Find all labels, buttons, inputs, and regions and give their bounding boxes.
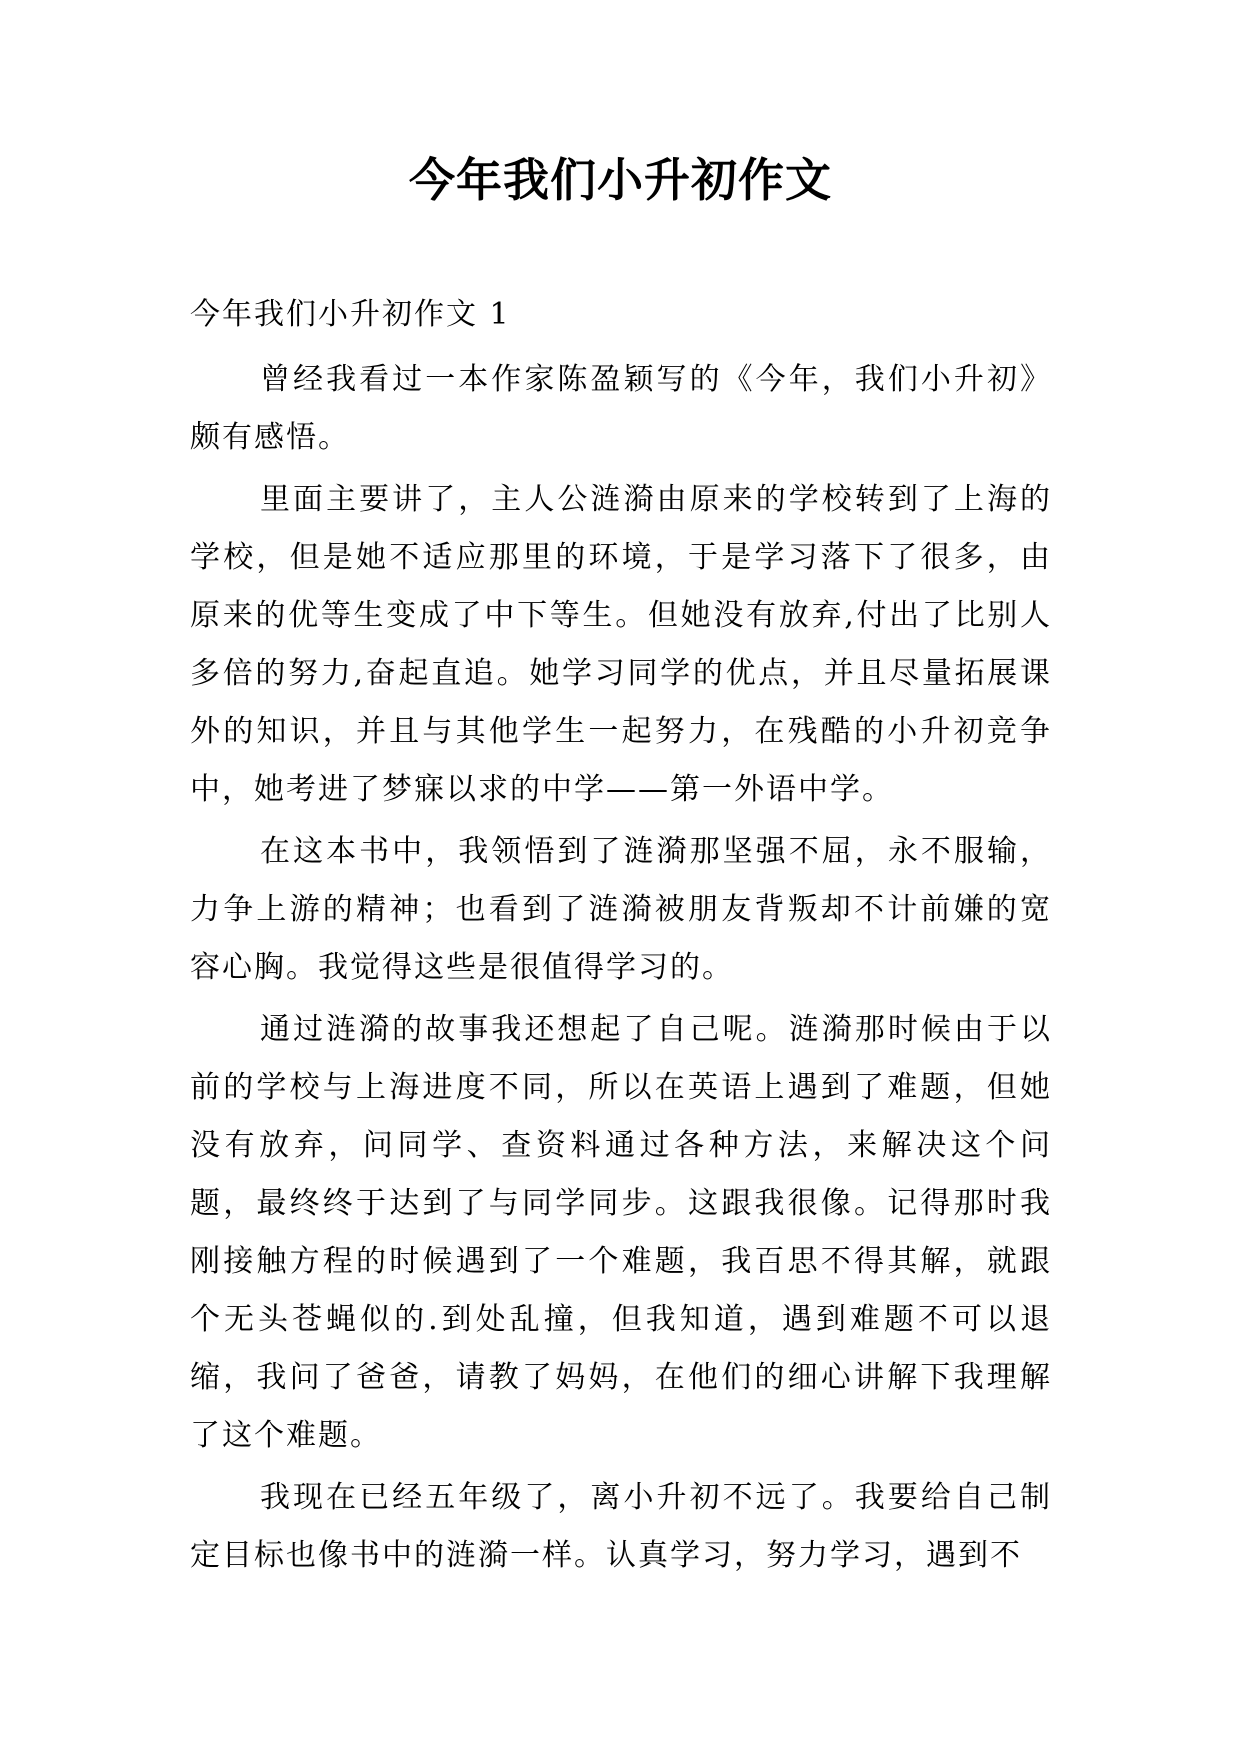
paragraph-4: 通过涟漪的故事我还想起了自己呢。涟漪那时候由于以前的学校与上海进度不同，所以在英语上遇到了难题，但她没有放弃，问同学、查资料通过各种方法，来解决这个问题，最终终于达到了与同学同步。这跟我很像。记得那时我刚接触方程的时候遇到了一个难题，我百思不得其解，就跟个无头苍蝇似的.到处乱撞，但我知道，遇到难题不可以退缩，我问了爸爸，请教了妈妈，在他们的细心讲解下我理解了这个难题。: [190, 1012, 1052, 1453]
paragraph-1: 曾经我看过一本作家陈盈颖写的《今年，我们小升初》颇有感悟。: [190, 362, 1052, 455]
essay-body: [190, 351, 1052, 1589]
section-heading: 今年我们小升初作文 1: [190, 297, 511, 332]
paragraph-5: 我现在已经五年级了，离小升初不远了。我要给自己制定目标也像书中的涟漪一样。认真学习，努力学习，遇到不: [190, 1480, 1052, 1573]
paragraph-2: 里面主要讲了，主人公涟漪由原来的学校转到了上海的学校，但是她不适应那里的环境，于是学习落下了很多，由原来的优等生变成了中下等生。但她没有放弃,付出了比别人多倍的努力,奋起直追。她学习同学的优点，并且尽量拓展课外的知识，并且与其他学生一起努力，在残酷的小升初竞争中，她考进了梦寐以求的中学——第一外语中学。: [190, 482, 1052, 807]
page-title: 今年我们小升初作文: [409, 153, 832, 207]
paragraph-3: 在这本书中，我领悟到了涟漪那坚强不屈，永不服输，力争上游的精神；也看到了涟漪被朋友背叛却不计前嫌的宽容心胸。我觉得这些是很值得学习的。: [190, 834, 1052, 985]
